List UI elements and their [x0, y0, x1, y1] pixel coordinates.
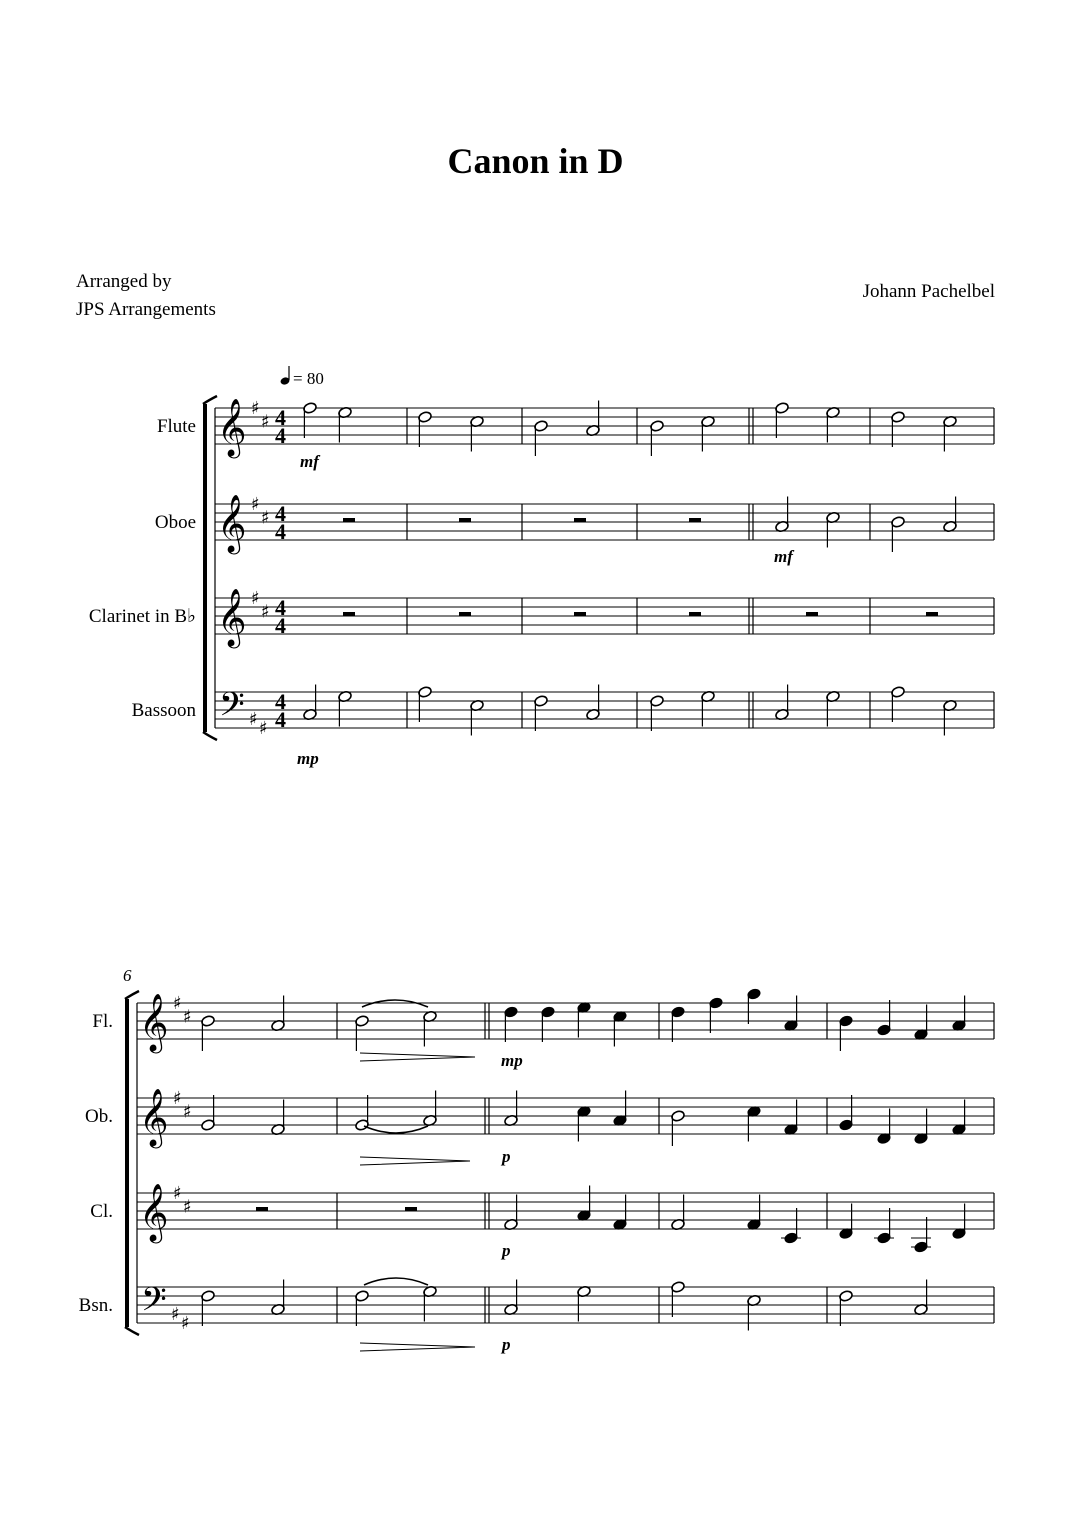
slur	[364, 1126, 428, 1133]
instrument-label: Bassoon	[131, 700, 196, 721]
dynamic-marking: mf	[774, 547, 793, 566]
instrument-label: Oboe	[154, 512, 196, 533]
bass-clef-icon: 𝄢	[141, 1281, 167, 1327]
instrument-label: Clarinet in B♭	[88, 606, 196, 627]
decrescendo-hairpin	[360, 1157, 470, 1165]
sharp-f-icon: ♯	[173, 1088, 182, 1109]
sharp-c-icon: ♯	[183, 1101, 192, 1123]
bass-clef-icon: 𝄢	[219, 686, 245, 732]
time-signature-denominator: 4	[275, 423, 286, 448]
slur	[364, 1278, 428, 1285]
sharp-f-icon: ♯	[173, 1183, 182, 1204]
measure-number: 6	[123, 966, 132, 985]
half-rest	[574, 518, 586, 522]
piece-title: Canon in D	[447, 141, 624, 181]
dynamic-marking: p	[502, 1241, 511, 1260]
sharp-f-icon: ♯	[171, 1304, 180, 1325]
dynamic-marking: p	[502, 1147, 511, 1166]
time-signature-numerator: 4	[275, 595, 286, 620]
half-rest	[405, 1207, 417, 1211]
half-rest	[689, 518, 701, 522]
arranger-line-2: JPS Arrangements	[76, 299, 216, 320]
treble-clef-icon: 𝄞	[139, 1183, 169, 1241]
system-bracket	[203, 404, 207, 732]
half-rest	[574, 612, 586, 616]
tempo-marking	[280, 366, 324, 388]
instrument-label: Flute	[156, 416, 196, 437]
sharp-f-icon: ♯	[173, 993, 182, 1014]
time-signature-denominator: 4	[275, 613, 286, 638]
half-rest	[689, 612, 701, 616]
tempo-text: = 80	[293, 369, 324, 388]
instrument-label: Cl.	[90, 1201, 113, 1222]
half-rest	[459, 518, 471, 522]
time-signature-numerator: 4	[275, 405, 286, 430]
sharp-c-icon: ♯	[183, 1196, 192, 1218]
system-bracket	[125, 999, 129, 1327]
half-rest	[806, 612, 818, 616]
sharp-f-icon: ♯	[251, 398, 260, 419]
arranger-line-1: Arranged by	[76, 271, 172, 292]
half-rest	[459, 612, 471, 616]
time-signature-numerator: 4	[275, 501, 286, 526]
treble-clef-icon: 𝄞	[217, 398, 247, 456]
sharp-f-icon: ♯	[251, 494, 260, 515]
system-2	[79, 966, 994, 1354]
dynamic-marking: mp	[297, 749, 319, 768]
sharp-c-icon: ♯	[261, 411, 270, 433]
treble-clef-icon: 𝄞	[217, 588, 247, 646]
instrument-label: Ob.	[85, 1106, 113, 1127]
treble-clef-icon: 𝄞	[139, 1088, 169, 1146]
treble-clef-icon: 𝄞	[217, 494, 247, 552]
sharp-c-icon: ♯	[181, 1313, 190, 1334]
half-rest	[926, 612, 938, 616]
dynamic-marking: mp	[501, 1051, 523, 1070]
decrescendo-hairpin	[360, 1343, 475, 1351]
system-1	[89, 396, 994, 768]
sharp-f-icon: ♯	[251, 588, 260, 609]
time-signature-numerator: 4	[275, 689, 286, 714]
instrument-label: Fl.	[92, 1011, 113, 1032]
treble-clef-icon: 𝄞	[139, 993, 169, 1051]
half-rest	[343, 612, 355, 616]
sharp-c-icon: ♯	[183, 1006, 192, 1028]
sharp-c-icon: ♯	[259, 718, 268, 739]
time-signature-denominator: 4	[275, 707, 286, 732]
dynamic-marking: mf	[300, 452, 319, 471]
decrescendo-hairpin	[360, 1053, 475, 1061]
half-rest	[343, 518, 355, 522]
sharp-f-icon: ♯	[249, 709, 258, 730]
sharp-c-icon: ♯	[261, 507, 270, 529]
sharp-c-icon: ♯	[261, 601, 270, 623]
composer-credit: Johann Pachelbel	[862, 281, 995, 302]
instrument-label: Bsn.	[78, 1295, 113, 1316]
half-rest	[256, 1207, 268, 1211]
dynamic-marking: p	[502, 1335, 511, 1354]
time-signature-denominator: 4	[275, 519, 286, 544]
